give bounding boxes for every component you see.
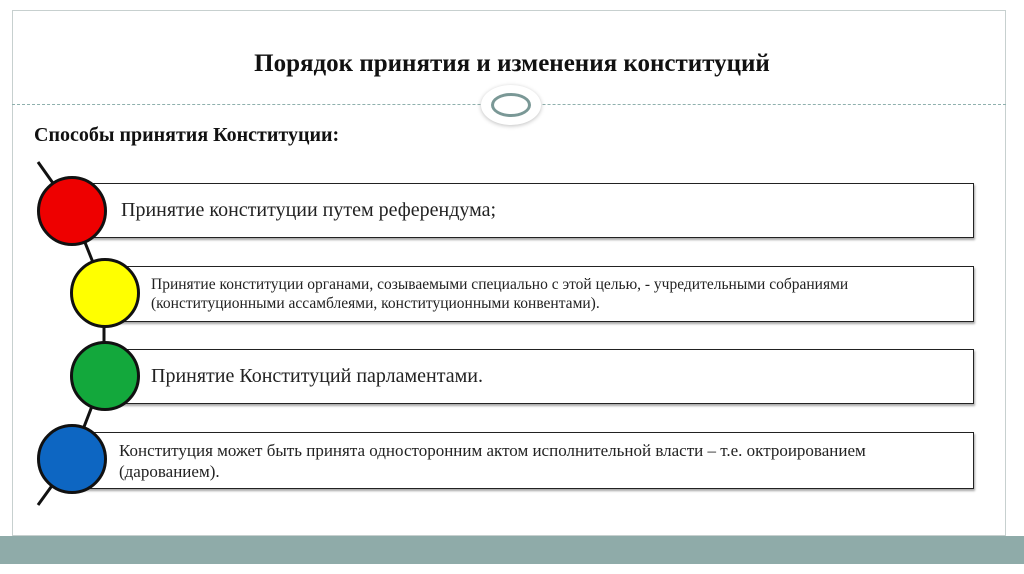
- marker-circle-green: [70, 341, 140, 411]
- slide-subtitle: Способы принятия Конституции:: [34, 124, 340, 146]
- list-item-text-1: Принятие конституции путем референдума;: [121, 199, 497, 221]
- list-item-text-2: Принятие конституции органами, созываемыми специально с этой целью, - учредительными собраниями (конституционными ассамблеями, конституционными конвентами).: [151, 276, 849, 312]
- footer-bar: [0, 536, 1024, 564]
- marker-circle-yellow: [70, 258, 140, 328]
- list-item-text-4: Конституция может быть принята односторонним актом исполнительной власти – т.е. октроированием (дарованием).: [119, 440, 866, 481]
- list-item-box-3: [104, 349, 974, 404]
- list-item-text-3: Принятие Конституций парламентами.: [151, 365, 483, 387]
- slide-title: Порядок принятия и изменения конституций: [254, 50, 770, 77]
- marker-circle-blue: [37, 424, 107, 494]
- list-item-box-4: [70, 432, 974, 489]
- list-item-box-2: [104, 266, 974, 322]
- list-item-box-1: [70, 183, 974, 238]
- marker-circle-red: [37, 176, 107, 246]
